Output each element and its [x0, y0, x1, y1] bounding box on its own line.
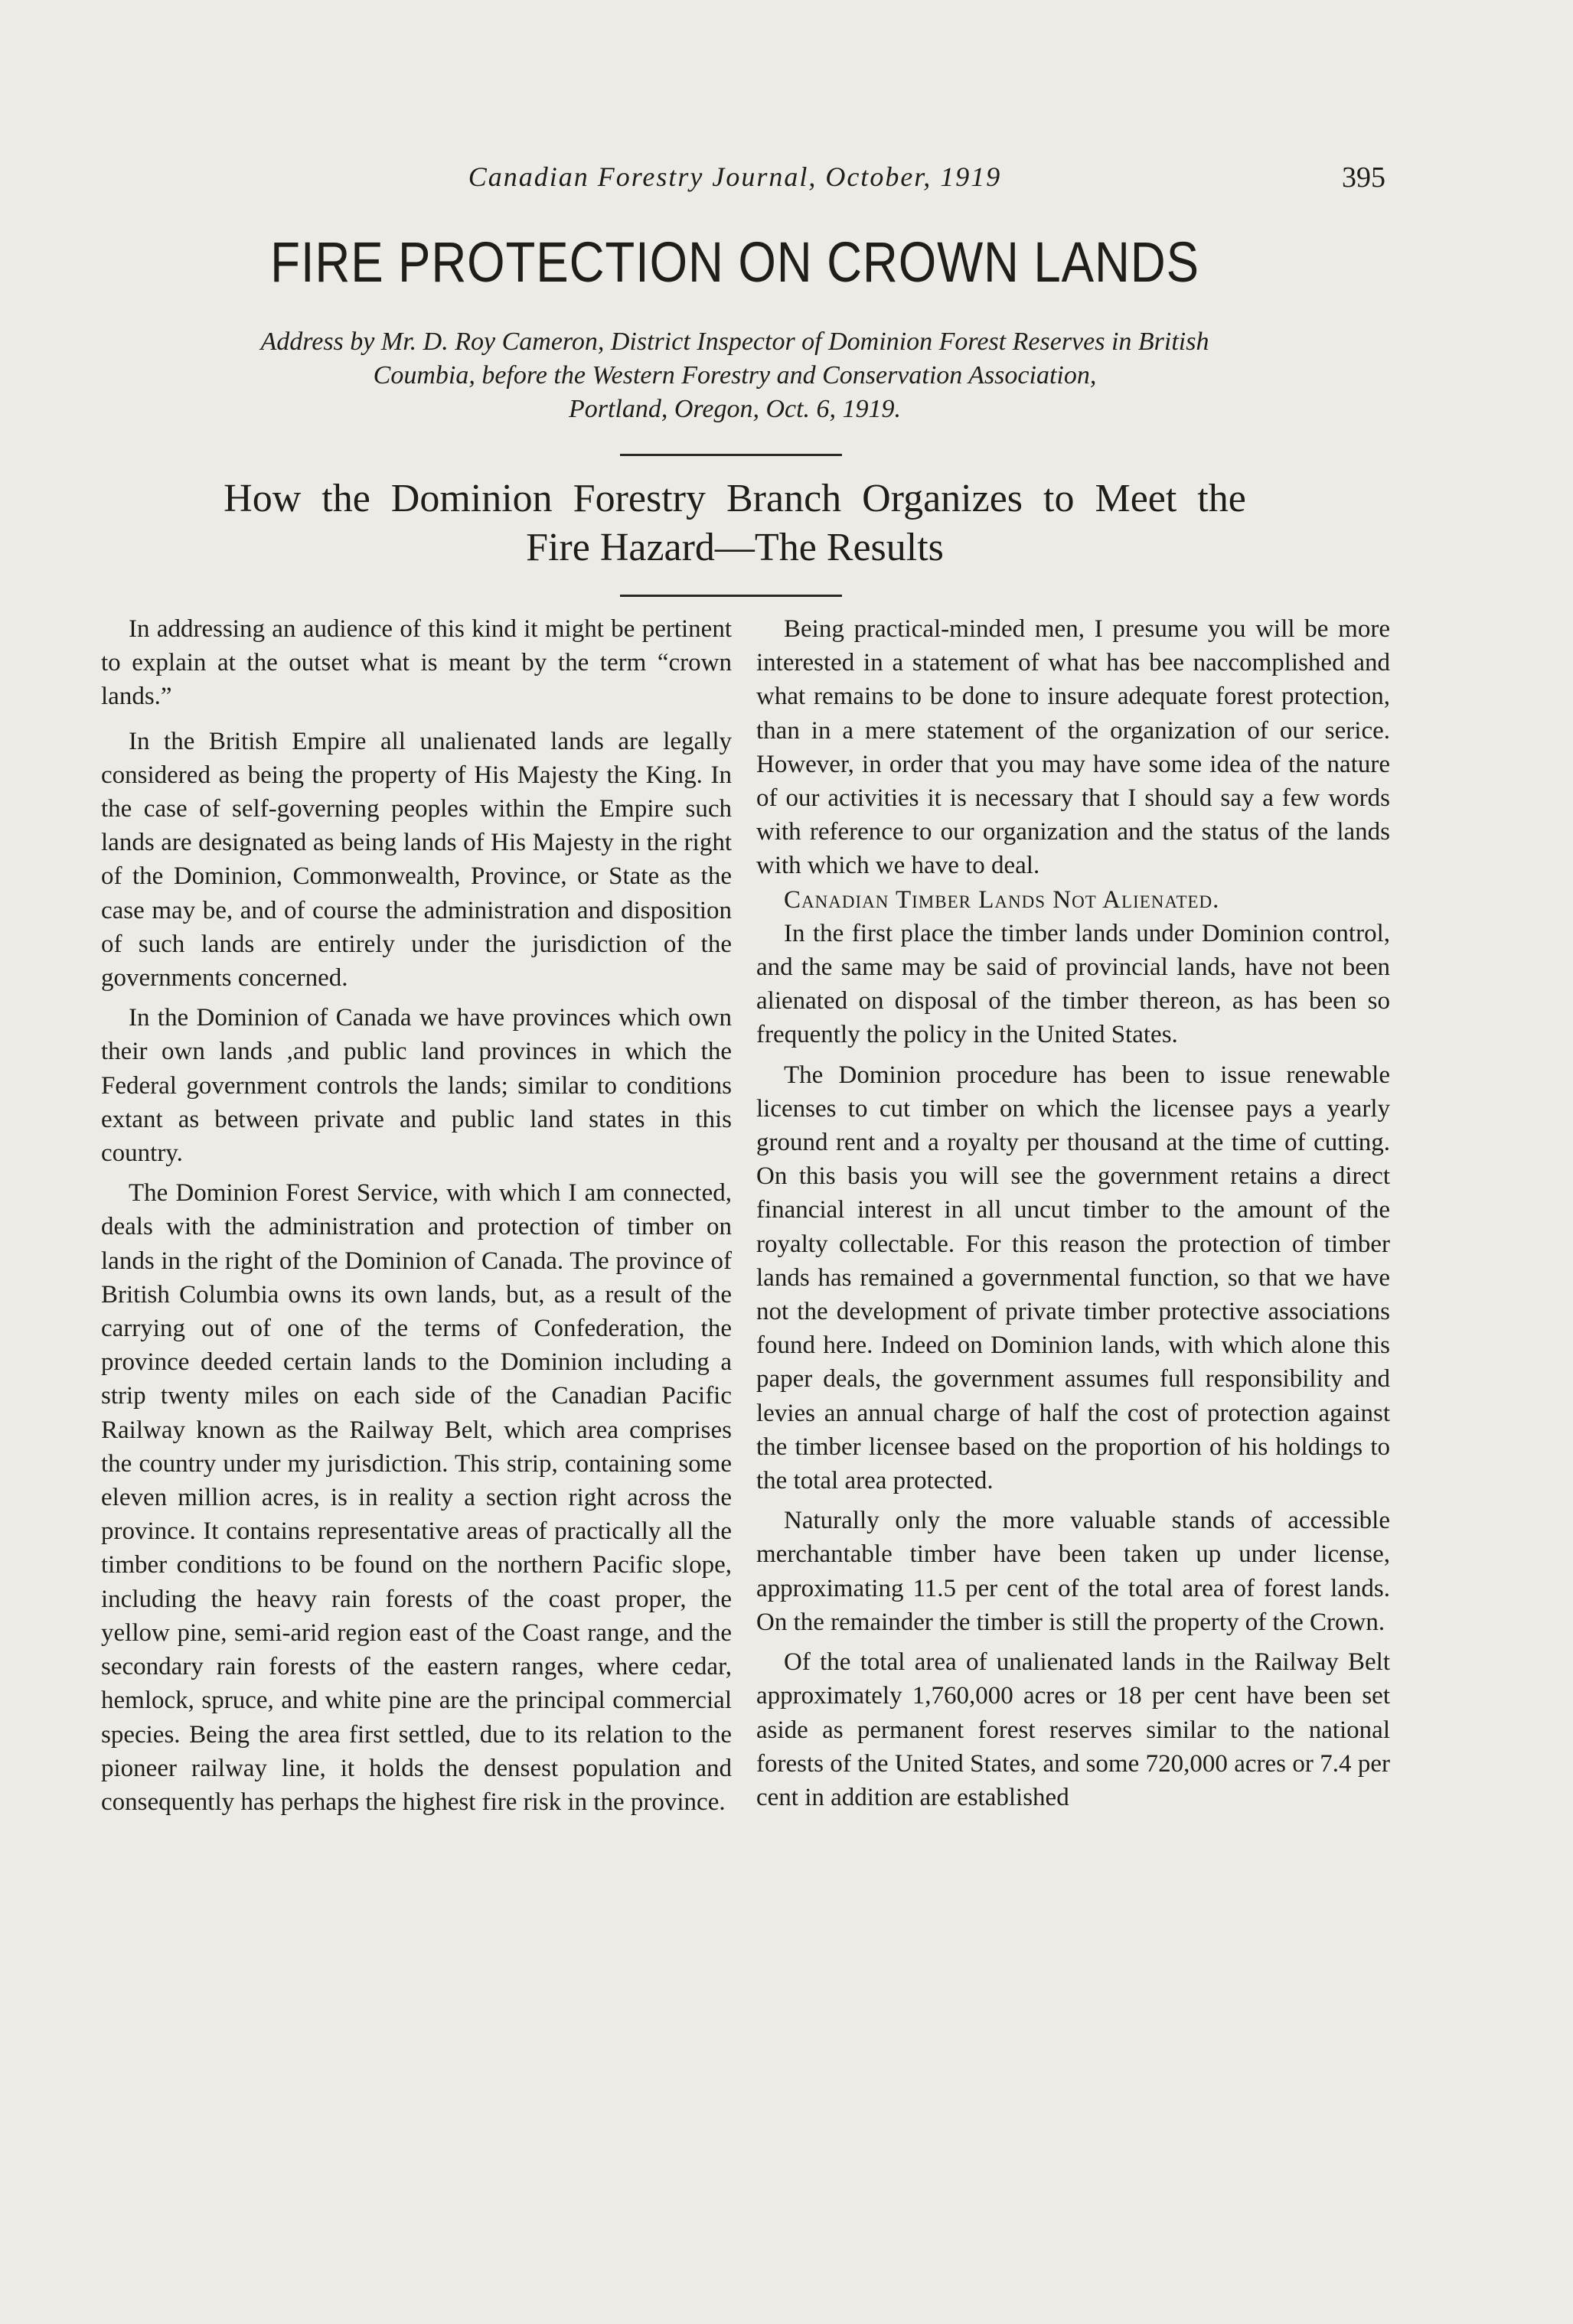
- body-paragraph: The Dominion Forest Service, with which I am connected, deals with the administration and protection of timber on lands in the right of the Dominion of Canada. The province of British Columbia owns its own lands, but, as a result of the carrying out of one of the terms of Confederation, the province deeded certain lands to the Dominion including a strip twenty miles on each side of the Canadian Pacific Railway known as the Railway Belt, which area comprises the country under my jurisdiction. This strip, containing some eleven million acres, is in reality a section right across the province. It contains representative areas of practically all the timber conditions to be found on the northern Pacific slope, including the heavy rain forests of the coast proper, the yellow pine, semi-arid region east of the Coast range, and the secondary rain forests of the eastern ranges, where cedar, hemlock, spruce, and white pine are the principal commercial species. Being the area first settled, due to its relation to the pioneer railway line, it holds the densest population and consequently has perhaps the highest fire risk in the province.: [101, 1179, 732, 1816]
- left-column: [101, 612, 732, 1819]
- divider-rule: [620, 595, 842, 597]
- byline-line: Portland, Oregon, Oct. 6, 1919.: [568, 395, 902, 423]
- byline: [153, 325, 1317, 426]
- subtitle-line: How the Dominion Forestry Branch Organizes to Meet the: [224, 477, 1246, 520]
- body-paragraph: The Dominion procedure has been to issue renewable licenses to cut timber on which the licensee pays a yearly ground rent and a royalty per thousand at the time of cutting. On this basis you will see the government retains a direct financial interest in all uncut timber to the amount of the royalty collectable. For this reason the protection of timber lands has remained a governmental function, so that we have not the development of private timber protective associations found here. Indeed on Dominion lands, with which alone this paper deals, the government assumes full responsibility and levies an annual charge of half the cost of protection against the timber licensee based on the proportion of his holdings to the total area protected.: [756, 1061, 1390, 1495]
- right-column: [756, 612, 1390, 1814]
- body-paragraph: In the first place the timber lands under Dominion control, and the same may be said of provincial lands, have not been alienated on disposal of the timber thereon, as has been so frequently the policy in the United States.: [756, 919, 1390, 1049]
- subtitle-line: Fire Hazard—The Results: [526, 526, 944, 569]
- divider-rule: [620, 454, 842, 456]
- body-paragraph: Of the total area of unalienated lands in the Railway Belt approximately 1,760,000 acres or 18 per cent have been set aside as permanent forest reserves similar to the national forests of the United States, and some 720,000 acres or 7.4 per cent in addition are established: [756, 1648, 1390, 1811]
- page-number: 395: [1342, 161, 1385, 194]
- article-title: FIRE PROTECTION ON CROWN LANDS: [270, 230, 1199, 294]
- article-subtitle: [138, 474, 1332, 572]
- running-head: [0, 161, 1573, 199]
- byline-line: Coumbia, before the Western Forestry and Conservation Association,: [373, 361, 1097, 390]
- byline-line: Address by Mr. D. Roy Cameron, District Inspector of Dominion Forest Reserves in British: [260, 328, 1209, 356]
- body-paragraph: In the Dominion of Canada we have provinces which own their own lands ,and public land provinces in which the Federal government controls the lands; similar to conditions extant as between private and public land states in this country.: [101, 1004, 732, 1168]
- body-paragraph: In the British Empire all unalienated lands are legally considered as being the property of His Majesty the King. In the case of self-governing peoples within the Empire such lands are designated as being lands of His Majesty in the right of the Dominion, Commonwealth, Province, or State as the case may be, and of course the administration and disposition of such lands are entirely under the jurisdiction of the governments concerned.: [101, 727, 732, 993]
- journal-title-line: Canadian Forestry Journal, October, 1919: [468, 161, 1002, 192]
- section-heading: Canadian Timber Lands Not Alienated.: [784, 885, 1220, 914]
- body-paragraph: Being practical-minded men, I presume you will be more interested in a statement of what has bee naccomplished and what remains to be done to insure adequate forest protection, than in a mere statement of the organization of our serice. However, in order that you may have some idea of the nature of our activities it is necessary that I should say a few words with reference to our organization and the status of the lands with which we have to deal.: [756, 615, 1390, 880]
- body-paragraph: Naturally only the more valuable stands of accessible merchantable timber have been taken up under license, approximating 11.5 per cent of the total area of forest lands. On the remainder the timber is still the property of the Crown.: [756, 1507, 1390, 1636]
- body-paragraph: In addressing an audience of this kind it might be pertinent to explain at the outset what is meant by the term “crown lands.”: [101, 615, 732, 711]
